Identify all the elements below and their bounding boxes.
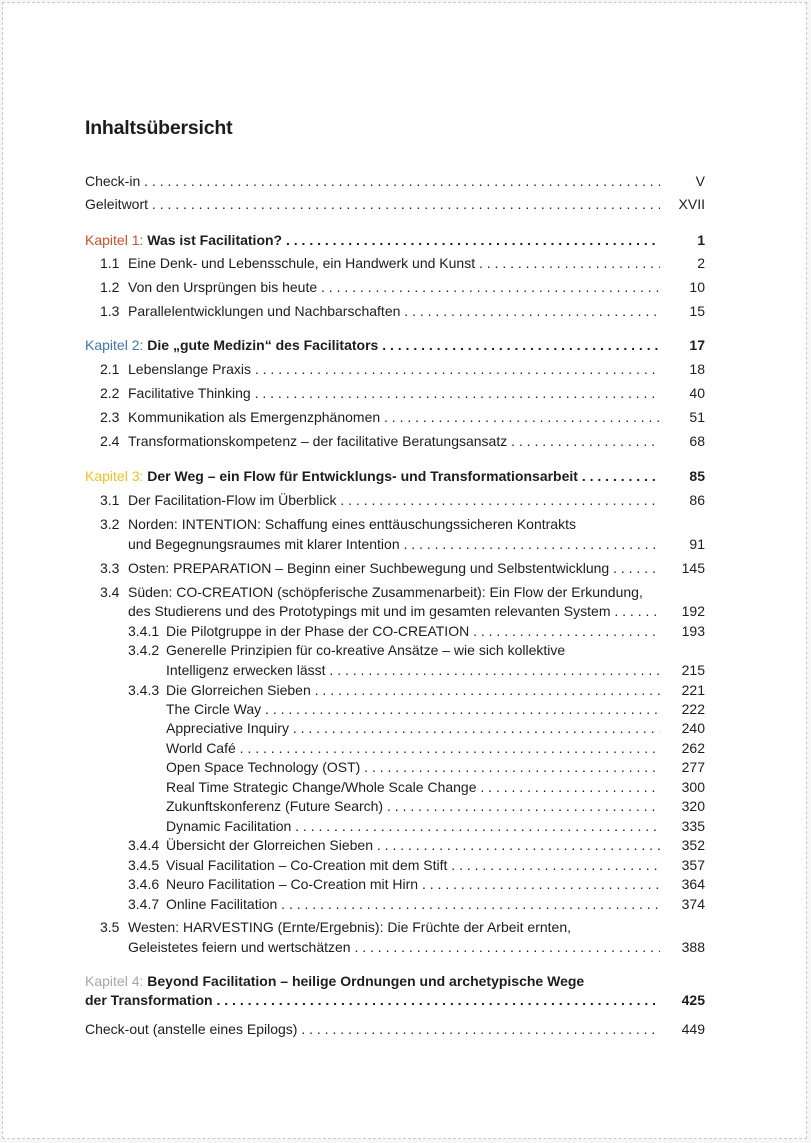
toc-entry-page: 262: [681, 740, 705, 756]
toc-entry-number: 2.2: [100, 385, 120, 401]
toc-entry-number: 3.4.4: [128, 837, 160, 853]
toc-entry-page: V: [695, 173, 705, 189]
toc-entry-page: 364: [681, 876, 705, 892]
toc-entry-3-4-4: [3, 835, 808, 855]
toc-entry-method-5: [3, 777, 808, 797]
toc-entry-method-4: [3, 757, 808, 777]
toc-entry-text: Facilitative Thinking . . .: [128, 383, 660, 403]
toc-entry-text: Süden: CO-CREATION (schöpferische Zusammenarbeit): Ein Flow der Erkundung,: [128, 584, 643, 600]
toc-entry-page: 425: [681, 992, 705, 1008]
toc-entry-page: 2: [697, 255, 705, 271]
toc-entry-1-3: [3, 301, 808, 321]
toc-chapter-1: [3, 230, 808, 250]
toc-chapter-4-line2: [3, 990, 808, 1010]
toc-entry-number: 3.4: [100, 584, 120, 600]
toc-entry-3-4-2-line2: [3, 660, 808, 680]
toc-entry-text: Die Pilotgruppe in der Phase der CO-CREATION . . .: [166, 621, 660, 641]
toc-entry-page: 1: [697, 232, 705, 248]
toc-entry-page: 388: [681, 939, 705, 955]
toc-entry-number: 3.5: [100, 919, 120, 935]
toc-entry-number: 1.1: [100, 255, 120, 271]
toc-entry-text: Zukunftskonferenz (Future Search) . . .: [166, 796, 660, 816]
toc-entry-3-4-3: [3, 680, 808, 700]
toc-entry-page: 91: [689, 536, 705, 552]
toc-entry-number: 3.1: [100, 492, 120, 508]
toc-entry-number: 3.3: [100, 560, 120, 576]
toc-entry-number: 3.4.7: [128, 896, 160, 912]
toc-entry-text: Der Facilitation-Flow im Überblick . . .: [128, 490, 660, 510]
toc-entry-number: 2.3: [100, 409, 120, 425]
toc-entry-page: 193: [681, 623, 705, 639]
toc-chapter-text: [85, 230, 660, 250]
toc-entry-page: 40: [689, 385, 705, 401]
toc-entry-text: The Circle Way . . .: [166, 699, 660, 719]
toc-entry-number: 2.1: [100, 361, 120, 377]
toc-entry-method-6: [3, 796, 808, 816]
toc-entry-3-2-line2: [3, 534, 808, 554]
toc-entry-text: Lebenslange Praxis . . .: [128, 359, 660, 379]
toc-entry-text: Appreciative Inquiry . . .: [166, 718, 660, 738]
chapter-title: Der Weg – ein Flow für Entwicklungs- und Transformationsarbeit: [147, 468, 578, 484]
toc-entry-3-2-line1: [3, 514, 808, 534]
toc-entry-text: Real Time Strategic Change/Whole Scale Change . . .: [166, 777, 660, 797]
toc-entry-text: und Begegnungsraumes mit klarer Intention . . .: [128, 534, 660, 554]
toc-entry-text: Dynamic Facilitation . . .: [166, 816, 660, 836]
toc-entry-3-5-line1: [3, 917, 808, 937]
toc-chapter-text: [85, 335, 660, 355]
toc-entry-1-2: [3, 277, 808, 297]
toc-entry-method-1: [3, 699, 808, 719]
chapter-title: Was ist Facilitation?: [147, 232, 283, 248]
toc-entry-number: 2.4: [100, 433, 120, 449]
toc-entry-text: Geleistetes feiern und wertschätzen . . .: [128, 937, 660, 957]
toc-entry-page: 357: [681, 857, 705, 873]
toc-entry-text: Parallelentwicklungen und Nachbarschaften . . .: [128, 301, 660, 321]
toc-entry-page: 240: [681, 720, 705, 736]
toc-entry-3-4-2-line1: [3, 640, 808, 660]
toc-entry-2-4: [3, 431, 808, 451]
toc-entry-text: des Studierens und des Prototypings mit und im gesamten relevanten System . . .: [128, 601, 660, 621]
chapter-label: Kapitel 2:: [85, 337, 144, 353]
toc-entry-number: 3.4.5: [128, 857, 160, 873]
toc-entry-page: 15: [689, 303, 705, 319]
toc-entry-method-2: [3, 718, 808, 738]
toc-entry-text: Intelligenz erwecken lässt . . .: [166, 660, 660, 680]
book-page: [2, 2, 807, 1139]
chapter-label: Kapitel 4:: [85, 973, 144, 989]
toc-entry-2-3: [3, 407, 808, 427]
toc-entry-checkin: [3, 171, 808, 191]
toc-entry-text: Die Glorreichen Sieben . . .: [166, 680, 660, 700]
page-title: Inhaltsübersicht: [85, 117, 233, 139]
toc-entry-3-4-1: [3, 621, 808, 641]
toc-chapter-text: [85, 971, 660, 991]
toc-entry-text: Open Space Technology (OST) . . .: [166, 757, 660, 777]
toc-entry-text: Generelle Prinzipien für co-kreative Ansätze – wie sich kollektive: [166, 642, 566, 658]
toc-entry-text: Online Facilitation . . .: [166, 894, 660, 914]
toc-chapter-2: [3, 335, 808, 355]
toc-entry-page: 68: [689, 433, 705, 449]
toc-entry-number: 3.4.6: [128, 876, 160, 892]
toc-entry-text: Osten: PREPARATION – Beginn einer Suchbewegung und Selbstentwicklung . . .: [128, 558, 660, 578]
toc-entry-3-4-5: [3, 855, 808, 875]
chapter-label: Kapitel 1:: [85, 232, 144, 248]
toc-entry-text: Eine Denk- und Lebensschule, ein Handwerk und Kunst . . .: [128, 253, 660, 273]
toc-entry-text: Norden: INTENTION: Schaffung eines enttäuschungssicheren Kontrakts: [128, 516, 576, 532]
toc-entry-geleitwort: [3, 194, 808, 214]
toc-entry-number: 3.4.1: [128, 623, 160, 639]
toc-chapter-4-line1: [3, 971, 808, 991]
toc-entry-page: 145: [681, 560, 705, 576]
toc-entry-page: 449: [681, 1021, 705, 1037]
toc-entry-page: 51: [689, 409, 705, 425]
toc-entry-text: Westen: HARVESTING (Ernte/Ergebnis): Die Früchte der Arbeit ernten,: [128, 919, 571, 935]
toc-entry-page: 85: [689, 468, 705, 484]
toc-entry-page: 335: [681, 818, 705, 834]
toc-entry-3-4-6: [3, 874, 808, 894]
toc-chapter-text: [85, 466, 660, 486]
toc-entry-3-4-line2: [3, 601, 808, 621]
toc-entry-1-1: [3, 253, 808, 273]
toc-entry-page: 277: [681, 759, 705, 775]
toc-entry-text: Übersicht der Glorreichen Sieben . . .: [166, 835, 660, 855]
toc-entry-text: Visual Facilitation – Co-Creation mit dem Stift . . .: [166, 855, 660, 875]
toc-chapter-3: [3, 466, 808, 486]
toc-entry-text: Kommunikation als Emergenzphänomen . . .: [128, 407, 660, 427]
toc-entry-page: 17: [689, 337, 705, 353]
toc-entry-3-4-7: [3, 894, 808, 914]
toc-entry-3-4-line1: [3, 582, 808, 602]
toc-entry-number: 1.3: [100, 303, 120, 319]
toc-entry-page: 10: [689, 279, 705, 295]
toc-entry-page: 222: [681, 701, 705, 717]
chapter-label: Kapitel 3:: [85, 468, 144, 484]
toc-entry-page: 192: [681, 603, 705, 619]
toc-entry-method-7: [3, 816, 808, 836]
toc-entry-3-5-line2: [3, 937, 808, 957]
chapter-title: der Transformation . . .: [85, 990, 660, 1010]
chapter-title: Die „gute Medizin“ des Facilitators: [147, 337, 379, 353]
toc-entry-3-1: [3, 490, 808, 510]
toc-entry-number: 1.2: [100, 279, 120, 295]
toc-entry-method-3: [3, 738, 808, 758]
toc-entry-3-3: [3, 558, 808, 578]
toc-entry-page: 374: [681, 896, 705, 912]
toc-entry-checkout: [3, 1019, 808, 1039]
toc-entry-text: Transformationskompetenz – der facilitative Beratungsansatz . . .: [128, 431, 660, 451]
toc-entry-number: 3.4.3: [128, 682, 160, 698]
toc-entry-page: 18: [689, 361, 705, 377]
toc-entry-page: 215: [681, 662, 705, 678]
toc-entry-page: 221: [681, 682, 705, 698]
toc-entry-text: Neuro Facilitation – Co-Creation mit Hirn . . .: [166, 874, 660, 894]
toc-entry-2-2: [3, 383, 808, 403]
toc-entry-page: XVII: [678, 196, 705, 212]
toc-entry-text: Von den Ursprüngen bis heute . . .: [128, 277, 660, 297]
toc-entry-2-1: [3, 359, 808, 379]
toc-entry-text: Check-in . . .: [85, 171, 660, 191]
toc-entry-page: 86: [689, 492, 705, 508]
chapter-title: Beyond Facilitation – heilige Ordnungen und archetypische Wege: [147, 973, 585, 989]
toc-entry-number: 3.2: [100, 516, 120, 532]
toc-entry-text: Check-out (anstelle eines Epilogs) . . .: [85, 1019, 660, 1039]
toc-entry-text: Geleitwort . . .: [85, 194, 660, 214]
toc-entry-text: World Café . . .: [166, 738, 660, 758]
toc-entry-page: 300: [681, 779, 705, 795]
toc-entry-number: 3.4.2: [128, 642, 160, 658]
toc-entry-page: 352: [681, 837, 705, 853]
toc-entry-page: 320: [681, 798, 705, 814]
